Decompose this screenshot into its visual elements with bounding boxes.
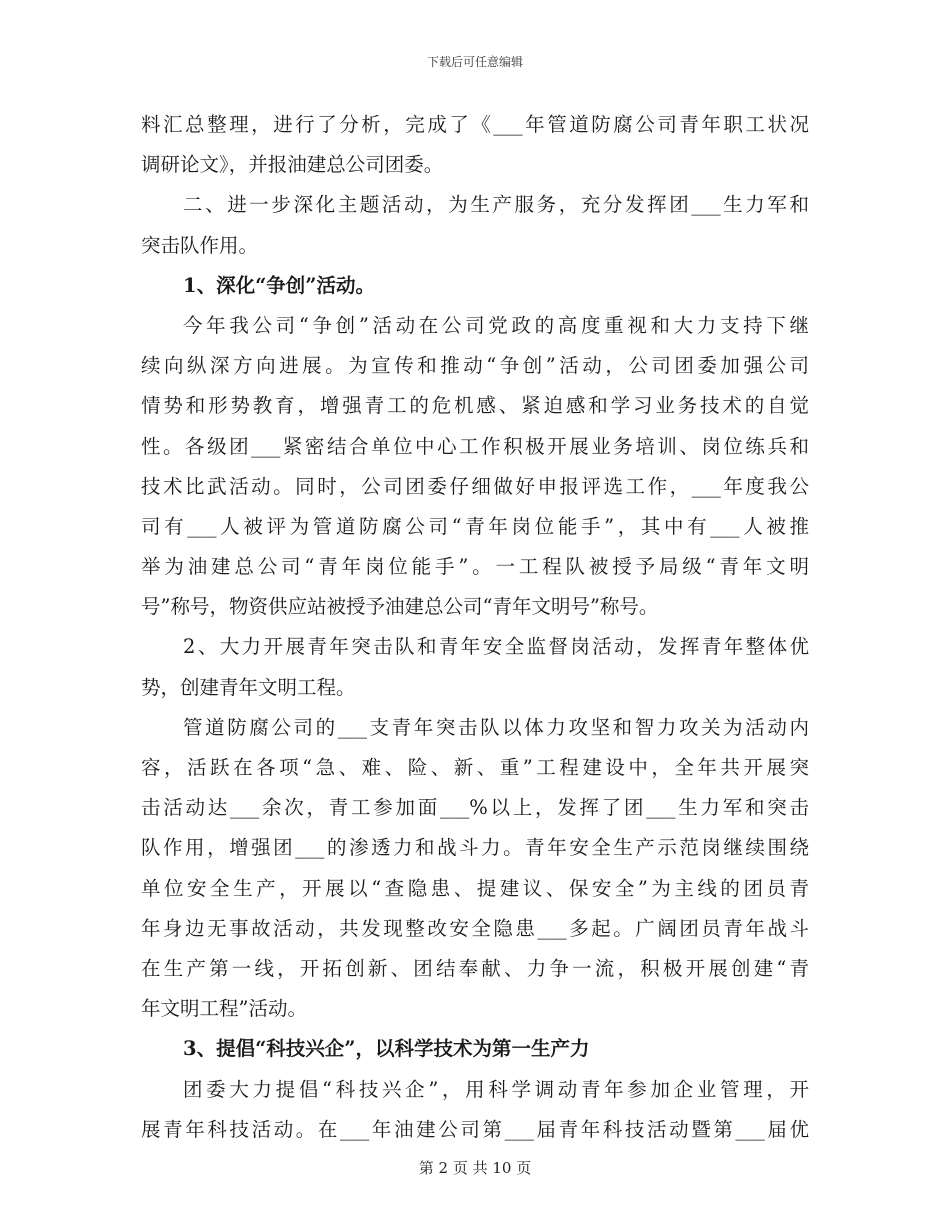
section-title: 突击队作用。 <box>141 233 259 257</box>
section-title: 二、进一步深化主题活动，为生产服务，充分发挥团___生力军和 <box>183 193 809 217</box>
text-line: 单位安全生产，开展以“查隐患、提建议、保安全”为主线的团员青 <box>141 876 809 900</box>
text-line: 2、大力开展青年突击队和青年安全监督岗活动，发挥青年整体优 <box>183 635 809 659</box>
page-header: 下载后可任意编辑 <box>426 55 523 69</box>
text-line: 管道防腐公司的___支青年突击队以体力攻坚和智力攻关为活动内 <box>183 715 809 739</box>
text-line: 今年我公司“争创”活动在公司党政的高度重视和大力支持下继 <box>183 313 809 337</box>
text-line: 续向纵深方向进展。为宣传和推动“争创”活动，公司团委加强公司 <box>141 354 809 378</box>
text-line: 在生产第一线，开拓创新、团结奉献、力争一流，积极开展创建“青 <box>141 956 809 980</box>
text-line: 性。各级团___紧密结合单位中心工作积极开展业务培训、岗位练兵和 <box>141 434 809 458</box>
text-line: 举为油建总公司“青年岗位能手”。一工程队被授予局级“青年文明 <box>141 555 809 579</box>
text-line: 司有___人被评为管道防腐公司“青年岗位能手”，其中有___人被推 <box>141 514 809 538</box>
text-line: 势，创建青年文明工程。 <box>141 675 356 699</box>
page-footer: 第 2 页 共 10 页 <box>418 1159 532 1177</box>
text-line: 容，活跃在各项“急、难、险、新、重”工程建设中，全年共开展突 <box>141 756 809 779</box>
subheading: 1、深化“争创”活动。 <box>183 273 376 297</box>
document-body <box>141 105 809 1150</box>
text-line: 情势和形势教育，增强青工的危机感、紧迫感和学习业务技术的自觉 <box>141 394 809 418</box>
text-line: 队作用，增强团___的渗透力和战斗力。青年安全生产示范岗继续围绕 <box>141 836 809 860</box>
text-line: 料汇总整理，进行了分析，完成了《___年管道防腐公司青年职工状况 <box>141 113 809 136</box>
text-line: 年身边无事故活动，共发现整改安全隐患___多起。广阔团员青年战斗 <box>141 916 809 940</box>
subheading: 3、提倡“科技兴企”，以科学技术为第一生产力 <box>183 1037 590 1061</box>
text-line: 号”称号，物资供应站被授予油建总公司“青年文明号”称号。 <box>141 595 659 619</box>
text-line: 调研论文》，并报油建总公司团委。 <box>141 153 444 177</box>
text-line: 团委大力提倡“科技兴企”，用科学调动青年参加企业管理，开 <box>183 1077 809 1101</box>
text-line: 年文明工程”活动。 <box>141 997 307 1021</box>
text-line: 技术比武活动。同时，公司团委仔细做好申报评选工作，___年度我公 <box>141 474 809 498</box>
text-line: 展青年科技活动。在___年油建公司第___届青年科技活动暨第___届优 <box>141 1117 809 1141</box>
text-line: 击活动达___余次，青工参加面___%以上，发挥了团___生力军和突击 <box>141 796 809 820</box>
